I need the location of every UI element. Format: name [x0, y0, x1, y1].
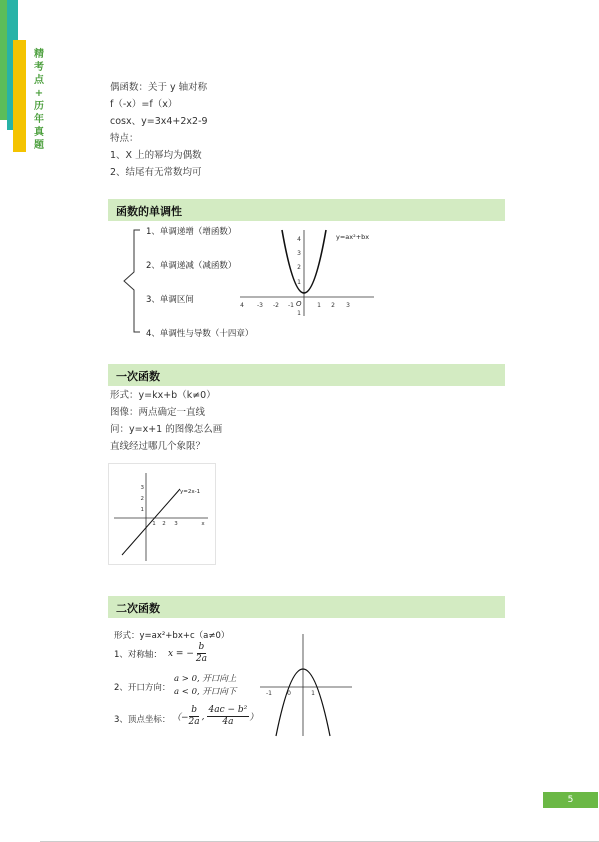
y-tick: 3 — [297, 250, 301, 257]
monotonic-item-2: 2、单调递减（减函数） — [146, 261, 237, 271]
x-tick: 1 — [317, 302, 321, 309]
monotonic-item-1: 1、单调递增（增函数） — [146, 227, 237, 237]
x-tick: 3 — [346, 302, 350, 309]
quadratic-graph — [258, 630, 354, 740]
section-header-monotonic: 函数的单调性 — [108, 199, 505, 221]
linear-line: 形式：y=kx+b（k≠0） — [110, 390, 216, 401]
x-tick: -1 — [288, 302, 294, 309]
fraction: $\frac{b}{2a}$ — [188, 705, 200, 727]
x-tick: 2 — [162, 521, 166, 527]
axis-formula: x = − $\frac{b}{2a}$ — [168, 642, 207, 664]
linear-line: 图像：两点确定一直线 — [110, 407, 206, 418]
linear-graph — [108, 463, 216, 565]
x-tick: 2 — [331, 302, 335, 309]
x-tick: -3 — [257, 302, 263, 309]
fraction: $\frac{b}{2a}$ — [195, 642, 207, 664]
y-tick: 2 — [297, 264, 301, 271]
even-function-notes — [110, 79, 208, 181]
y-tick: 1 — [140, 507, 144, 513]
even-line: 2、结尾有无常数均可 — [110, 167, 202, 178]
monotonic-item-4: 4、单调性与导数（十四章） — [146, 329, 254, 339]
x-axis-label: x — [201, 521, 205, 527]
vertex-formula: （− $\frac{b}{2a}$ , 4ac − b² 4a ） — [172, 705, 259, 727]
even-line: 特点： — [110, 133, 139, 144]
x-tick: 4 — [240, 302, 244, 309]
x-tick: 1 — [152, 521, 156, 527]
even-line: 偶函数：关于 y 轴对称 — [110, 82, 208, 93]
line-y2x-1 — [122, 489, 180, 555]
section-header-quadratic: 二次函数 — [108, 596, 505, 618]
y-tick: 4 — [297, 236, 301, 243]
linear-line: 直线经过哪几个象限？ — [110, 441, 206, 452]
x-tick: -1 — [266, 690, 272, 697]
quadratic-form: 形式：y=ax²+bx+c（a≠0） — [114, 631, 230, 641]
y-tick: 1 — [297, 310, 301, 317]
vertex-label: 3、顶点坐标： — [114, 715, 171, 725]
x-tick: 0 — [287, 690, 291, 697]
y-tick: 2 — [140, 496, 144, 502]
y-tick: 1 — [297, 279, 301, 286]
section-header-linear: 一次函数 — [108, 364, 505, 386]
page-number: 5 — [543, 792, 598, 808]
linear-line: 问：y=x+1 的图像怎么画 — [110, 424, 223, 435]
linear-notes — [110, 387, 222, 455]
side-vertical-title: 精 考 点 + 历 年 真 题 — [34, 49, 44, 151]
graph-label: y=2x-1 — [180, 489, 201, 495]
even-line: cosx、y=3x4+2x2-9 — [110, 116, 208, 127]
x-tick: 3 — [174, 521, 178, 527]
x-tick: -2 — [273, 302, 279, 309]
opening-direction-values: a > 0, 开口向上 a < 0, 开口向下 — [174, 674, 237, 697]
x-tick: 1 — [311, 690, 315, 697]
y-tick: 3 — [140, 485, 144, 491]
opening-direction-label: 2、开口方向： — [114, 683, 171, 693]
graph-label: y=ax²+bx — [336, 233, 370, 241]
even-line: f（-x）=f（x） — [110, 99, 178, 110]
fraction: 4ac − b² 4a — [208, 705, 248, 727]
monotonic-figure — [118, 224, 380, 344]
monotonic-item-3: 3、单调区间 — [146, 295, 194, 305]
even-line: 1、X 上的幂均为偶数 — [110, 150, 202, 161]
origin-label: O — [296, 300, 302, 308]
side-tab-yellow — [13, 40, 26, 152]
brace-bracket — [124, 230, 140, 332]
axis-of-symmetry-label: 1、对称轴： — [114, 650, 162, 660]
